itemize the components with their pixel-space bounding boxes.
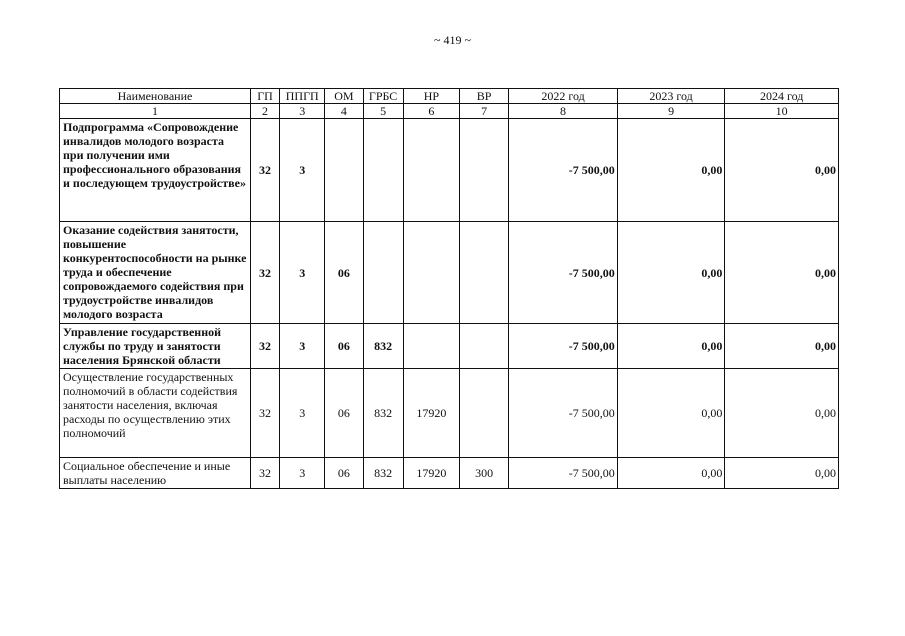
amount-2024-cell: 0,00 <box>725 458 839 489</box>
nr-cell: 17920 <box>403 458 459 489</box>
header-cell: 2024 год <box>725 89 839 104</box>
amount-2022-cell: -7 500,00 <box>509 324 618 369</box>
column-number-cell: 9 <box>617 104 725 119</box>
ppgp-cell: 3 <box>280 458 325 489</box>
vr-cell <box>460 119 509 222</box>
table-row <box>60 119 839 222</box>
ppgp-cell: 3 <box>280 369 325 458</box>
table-row <box>60 458 839 489</box>
header-cell: ППГП <box>280 89 325 104</box>
column-number-row <box>60 104 839 119</box>
amount-2024-cell: 0,00 <box>725 369 839 458</box>
table-row <box>60 324 839 369</box>
amount-2023-cell: 0,00 <box>617 324 725 369</box>
amount-2024-cell: 0,00 <box>725 119 839 222</box>
column-number-cell: 6 <box>403 104 459 119</box>
amount-2024-cell: 0,00 <box>725 324 839 369</box>
header-cell: 2022 год <box>509 89 618 104</box>
vr-cell <box>460 369 509 458</box>
column-number-cell: 7 <box>460 104 509 119</box>
column-number-cell: 2 <box>250 104 279 119</box>
column-number-cell: 1 <box>60 104 251 119</box>
name-cell: Оказание содействия занятости, повышение конкурентоспособности на рынке труда и обеспечение сопровождаемого содействия при трудоустройстве инвалидов молодого возраста <box>60 222 251 324</box>
gp-cell: 32 <box>250 369 279 458</box>
grbs-cell: 832 <box>363 324 403 369</box>
table-row <box>60 369 839 458</box>
gp-cell: 32 <box>250 324 279 369</box>
header-cell: ГП <box>250 89 279 104</box>
name-cell: Осуществление государственных полномочий в области содействия занятости населения, включая расходы по осуществлению этих полномочий <box>60 369 251 458</box>
header-row <box>60 89 839 104</box>
amount-2022-cell: -7 500,00 <box>509 119 618 222</box>
column-number-cell: 3 <box>280 104 325 119</box>
amount-2023-cell: 0,00 <box>617 369 725 458</box>
vr-cell <box>460 324 509 369</box>
column-number-cell: 5 <box>363 104 403 119</box>
om-cell: 06 <box>325 324 363 369</box>
amount-2023-cell: 0,00 <box>617 222 725 324</box>
name-cell: Управление государственной службы по труду и занятости населения Брянской области <box>60 324 251 369</box>
name-cell: Социальное обеспечение и иные выплаты населению <box>60 458 251 489</box>
grbs-cell <box>363 119 403 222</box>
amount-2022-cell: -7 500,00 <box>509 458 618 489</box>
nr-cell <box>403 222 459 324</box>
vr-cell: 300 <box>460 458 509 489</box>
grbs-cell <box>363 222 403 324</box>
header-cell: ОМ <box>325 89 363 104</box>
ppgp-cell: 3 <box>280 324 325 369</box>
grbs-cell: 832 <box>363 458 403 489</box>
ppgp-cell: 3 <box>280 222 325 324</box>
gp-cell: 32 <box>250 119 279 222</box>
amount-2023-cell: 0,00 <box>617 119 725 222</box>
amount-2023-cell: 0,00 <box>617 458 725 489</box>
page-number: ~ 419 ~ <box>434 33 471 47</box>
om-cell: 06 <box>325 222 363 324</box>
header-cell: ВР <box>460 89 509 104</box>
amount-2022-cell: -7 500,00 <box>509 222 618 324</box>
nr-cell <box>403 119 459 222</box>
amount-2022-cell: -7 500,00 <box>509 369 618 458</box>
om-cell: 06 <box>325 369 363 458</box>
table-row <box>60 222 839 324</box>
budget-table <box>59 88 839 489</box>
column-number-cell: 8 <box>509 104 618 119</box>
header-cell: ГРБС <box>363 89 403 104</box>
gp-cell: 32 <box>250 458 279 489</box>
column-number-cell: 10 <box>725 104 839 119</box>
name-cell: Подпрограмма «Сопровождение инвалидов молодого возраста при получении ими профессионального образования и последующем трудоустройстве» <box>60 119 251 222</box>
nr-cell: 17920 <box>403 369 459 458</box>
grbs-cell: 832 <box>363 369 403 458</box>
om-cell <box>325 119 363 222</box>
nr-cell <box>403 324 459 369</box>
vr-cell <box>460 222 509 324</box>
om-cell: 06 <box>325 458 363 489</box>
column-number-cell: 4 <box>325 104 363 119</box>
header-cell: НР <box>403 89 459 104</box>
gp-cell: 32 <box>250 222 279 324</box>
ppgp-cell: 3 <box>280 119 325 222</box>
amount-2024-cell: 0,00 <box>725 222 839 324</box>
header-cell: Наименование <box>60 89 251 104</box>
header-cell: 2023 год <box>617 89 725 104</box>
